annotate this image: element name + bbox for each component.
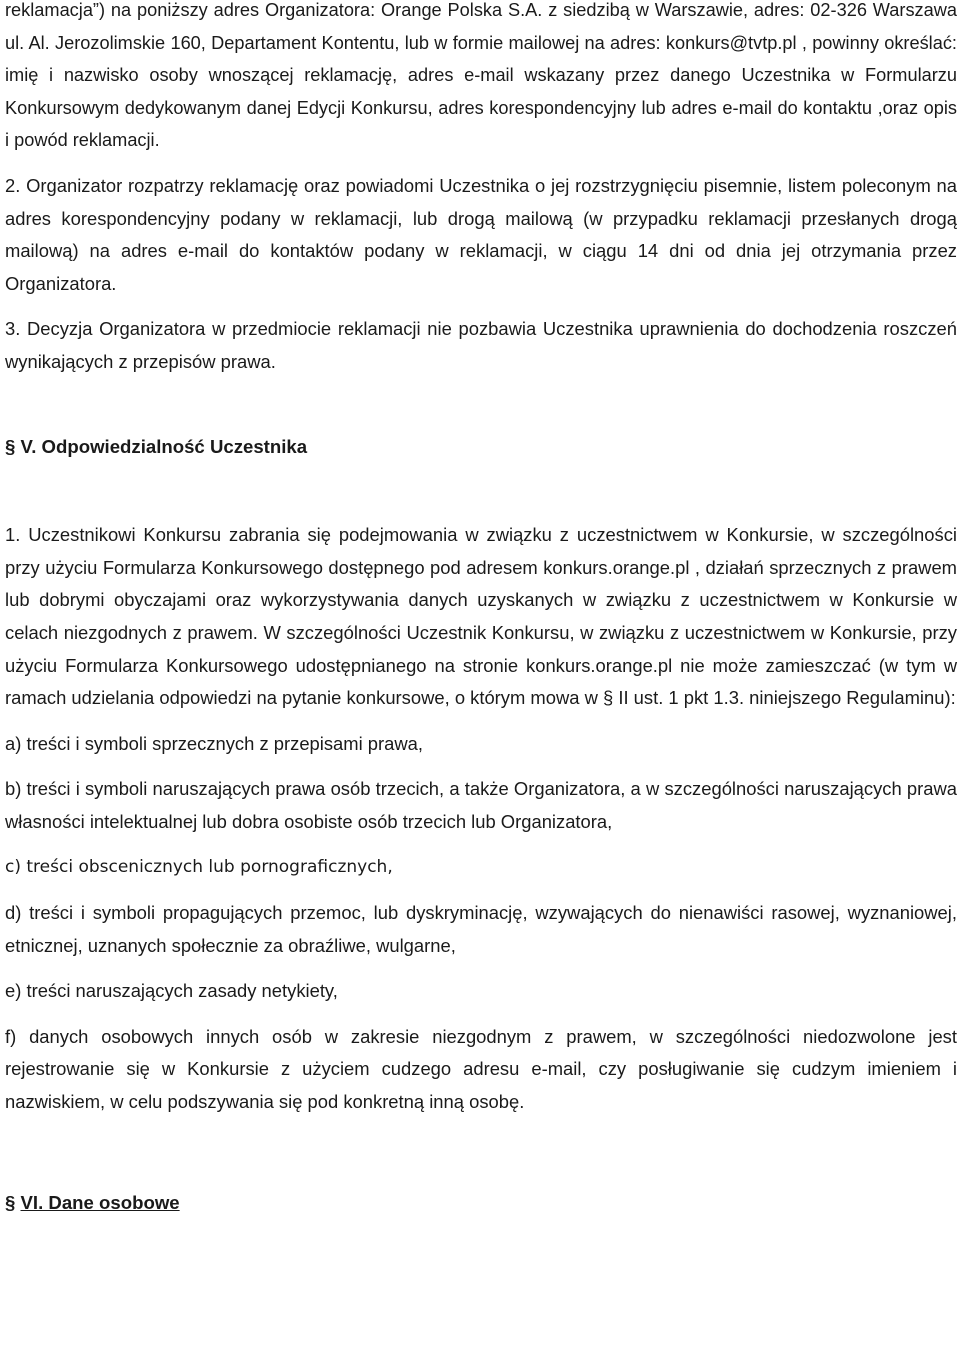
section-vi-title: VI. Dane osobowe — [20, 1191, 180, 1213]
list-item-a: a) treści i symboli sprzecznych z przepisami prawa, — [5, 732, 424, 754]
section-v-paragraph-1: 1. Uczestnikowi Konkursu zabrania się podejmowania w związku z uczestnictwem w Konkursie, w szczególności przy użyciu Formularza Konkursowego dostępnego pod adresem konkurs.orange.pl , działań sprzecznych z prawem lub dobrymi obyczajami oraz wykorzystywania danych uzyskanych w związku z uczestnictwem w Konkursie w celach niezgodnych z prawem. W szczególności Uczestnik Konkursu, w związku z uczestnictwem w Konkursie, przy użyciu Formularza Konkursowego udostępnianego na stronie konkurs.orange.pl nie może zamieszczać (w tym w ramach udzielania odpowiedzi na pytanie konkursowe, o którym mowa w § II ust. 1 pkt 1.3. niniejszego Regulaminu): — [5, 524, 957, 709]
section-v-mark: § — [5, 435, 16, 457]
paragraph-2: 2. Organizator rozpatrzy reklamację oraz powiadomi Uczestnika o jej rozstrzygnięciu pisemnie, listem poleconym na adres korespondencyjny podany w reklamacji, lub drogą mailową (w przypadku reklamacji przesłanych drogą mailową) na adres e-mail do kontaktów podany w reklamacji, w ciągu 14 dni od dnia jej otrzymania przez Organizatora. — [5, 174, 957, 294]
section-v-title: V. Odpowiedzialność Uczestnika — [20, 435, 308, 457]
section-vi-mark: § — [5, 1191, 16, 1213]
section-v-heading — [5, 431, 957, 464]
paragraph-3: 3. Decyzja Organizatora w przedmiocie reklamacji nie pozbawia Uczestnika uprawnienia do dochodzenia roszczeń wynikających z przepisów prawa. — [5, 318, 957, 372]
complaint-address-paragraph: reklamacja”) na poniższy adres Organizatora: Orange Polska S.A. z siedzibą w Warszawie, adres: 02-326 Warszawa ul. Al. Jerozolimskie 160, Departament Kontentu, lub w formie mailowej na adres: konkurs@tvtp.pl , powinny określać: imię i nazwisko osoby wnoszącej reklamację, adres e-mail wskazany przez danego Uczestnika w Formularzu Konkursowym dedykowanym danej Edycji Konkursu, adres korespondencyjny lub adres e-mail do kontaktu ,oraz opis i powód reklamacji. — [5, 0, 957, 151]
list-item-b: b) treści i symboli naruszających prawa osób trzecich, a także Organizatora, a w szczególności naruszających prawa własności intelektualnej lub dobra osobiste osób trzecich lub Organizatora, — [5, 778, 957, 832]
list-item-f: f) danych osobowych innych osób w zakresie niezgodnym z prawem, w szczególności niedozwolone jest rejestrowanie się w Konkursie z użyciem cudzego adresu e-mail, czy posługiwanie się cudzym imieniem i nazwiskiem, w celu podszywania się pod konkretną inną osobę. — [5, 1025, 957, 1113]
list-item-e: e) treści naruszających zasady netykiety, — [5, 980, 338, 1002]
section-vi-heading — [5, 1187, 957, 1220]
list-item-c: c) treści obscenicznych lub pornograficznych, — [5, 857, 393, 878]
list-item-d: d) treści i symboli propagujących przemoc, lub dyskryminację, wzywających do nienawiści rasowej, wyznaniowej, etnicznej, uznanych społecznie za obraźliwe, wulgarne, — [5, 902, 957, 956]
